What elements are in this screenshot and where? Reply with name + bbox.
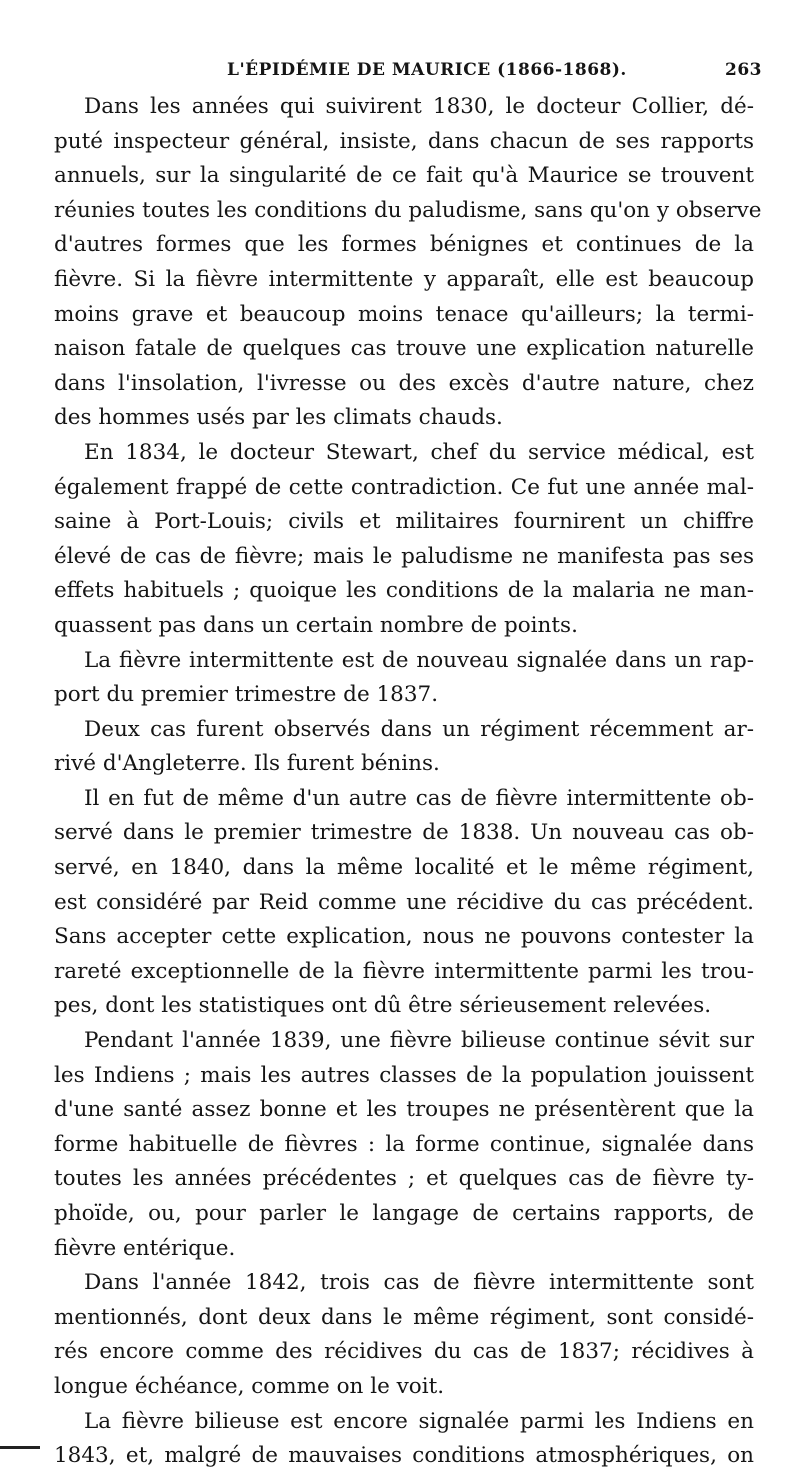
text-line: les Indiens ; mais les autres classes de la population jouissent bbox=[54, 1062, 754, 1088]
text-line: fièvre. Si la fièvre intermittente y apparaît, elle est beaucoup bbox=[54, 266, 754, 292]
paragraph bbox=[54, 436, 754, 644]
paragraph bbox=[54, 644, 754, 713]
text-line: rareté exceptionnelle de la fièvre intermittente parmi les trou- bbox=[54, 958, 754, 984]
text-line: effets habituels ; quoique les conditions de la malaria ne man- bbox=[54, 578, 754, 604]
paragraph bbox=[54, 713, 754, 782]
text-line: Dans les années qui suivirent 1830, le docteur Collier, dé- bbox=[84, 94, 754, 119]
text-line: élevé de cas de fièvre; mais le paludisme ne manifesta pas ses bbox=[54, 543, 754, 569]
text-line: forme habituelle de fièvres : la forme continue, signalée dans bbox=[54, 1131, 754, 1157]
paragraph bbox=[54, 782, 754, 1024]
text-line: moins grave et beaucoup moins tenace qu'ailleurs; la termi- bbox=[54, 301, 754, 327]
paragraph bbox=[54, 1024, 754, 1266]
text-line: rés encore comme des récidives du cas de 1837; récidives à bbox=[54, 1339, 754, 1365]
text-line: annuels, sur la singularité de ce fait qu'à Maurice se trouvent bbox=[54, 163, 754, 189]
text-line: Il en fut de même d'un autre cas de fièvre intermittente ob- bbox=[84, 785, 754, 811]
running-title: L'ÉPIDÉMIE DE MAURICE (1866-1868). bbox=[227, 60, 627, 80]
text-line: toutes les années précédentes ; et quelques cas de fièvre ty- bbox=[54, 1166, 754, 1192]
text-line: est considéré par Reid comme une récidive du cas précédent. bbox=[54, 889, 754, 915]
text-line: d'autres formes que les formes bénignes et continues de la bbox=[54, 232, 754, 258]
text-line: 1843, et, malgré de mauvaises conditions atmosphériques, on bbox=[54, 1443, 754, 1469]
text-line: La fièvre intermittente est de nouveau signalée dans un rap- bbox=[84, 647, 754, 673]
paragraph bbox=[54, 1405, 754, 1474]
text-line: réunies toutes les conditions du paludisme, sans qu'on y observe bbox=[54, 197, 762, 223]
text-line: naison fatale de quelques cas trouve une explication naturelle bbox=[54, 336, 754, 362]
text-line: phoïde, ou, pour parler le langage de certains rapports, de bbox=[54, 1201, 754, 1226]
text-line: longue échéance, comme on le voit. bbox=[54, 1373, 445, 1399]
text-line: En 1834, le docteur Stewart, chef du service médical, est bbox=[84, 439, 754, 465]
scan-edge-mark bbox=[0, 1446, 40, 1449]
text-line: Pendant l'année 1839, une fièvre bilieuse continue sévit sur bbox=[84, 1028, 754, 1054]
text-line: d'une santé assez bonne et les troupes ne présentèrent que la bbox=[54, 1097, 754, 1123]
paragraph bbox=[54, 1266, 754, 1404]
text-line: puté inspecteur général, insiste, dans chacun de ses rapports bbox=[54, 128, 754, 154]
text-line: également frappé de cette contradiction. Ce fut une année mal- bbox=[54, 474, 754, 500]
text-line: Sans accepter cette explication, nous ne pouvons contester la bbox=[54, 924, 754, 950]
text-line: servé, en 1840, dans la même localité et le même régiment, bbox=[54, 855, 754, 881]
text-line: des hommes usés par les climats chauds. bbox=[54, 405, 503, 431]
text-line: quassent pas dans un certain nombre de points. bbox=[54, 612, 578, 638]
page-number: 263 bbox=[725, 60, 762, 80]
text-line: port du premier trimestre de 1837. bbox=[54, 682, 439, 708]
text-line: fièvre entérique. bbox=[54, 1235, 236, 1261]
text-line: pes, dont les statistiques ont dû être sérieusement relevées. bbox=[54, 993, 712, 1019]
body-text bbox=[54, 90, 762, 1474]
text-line: La fièvre bilieuse est encore signalée parmi les Indiens en bbox=[84, 1408, 754, 1434]
running-head bbox=[52, 58, 762, 88]
text-line: mentionnés, dont deux dans le même régiment, sont considé- bbox=[54, 1304, 754, 1330]
text-line: rivé d'Angleterre. Ils furent bénins. bbox=[54, 751, 440, 777]
text-line: saine à Port-Louis; civils et militaires fournirent un chiffre bbox=[54, 509, 754, 535]
text-line: servé dans le premier trimestre de 1838. Un nouveau cas ob- bbox=[54, 820, 754, 846]
text-line: Deux cas furent observés dans un régiment récemment ar- bbox=[84, 716, 754, 742]
text-line: dans l'insolation, l'ivresse ou des excès d'autre nature, chez bbox=[54, 370, 754, 396]
paragraph bbox=[54, 90, 762, 436]
text-line: Dans l'année 1842, trois cas de fièvre intermittente sont bbox=[84, 1270, 754, 1296]
